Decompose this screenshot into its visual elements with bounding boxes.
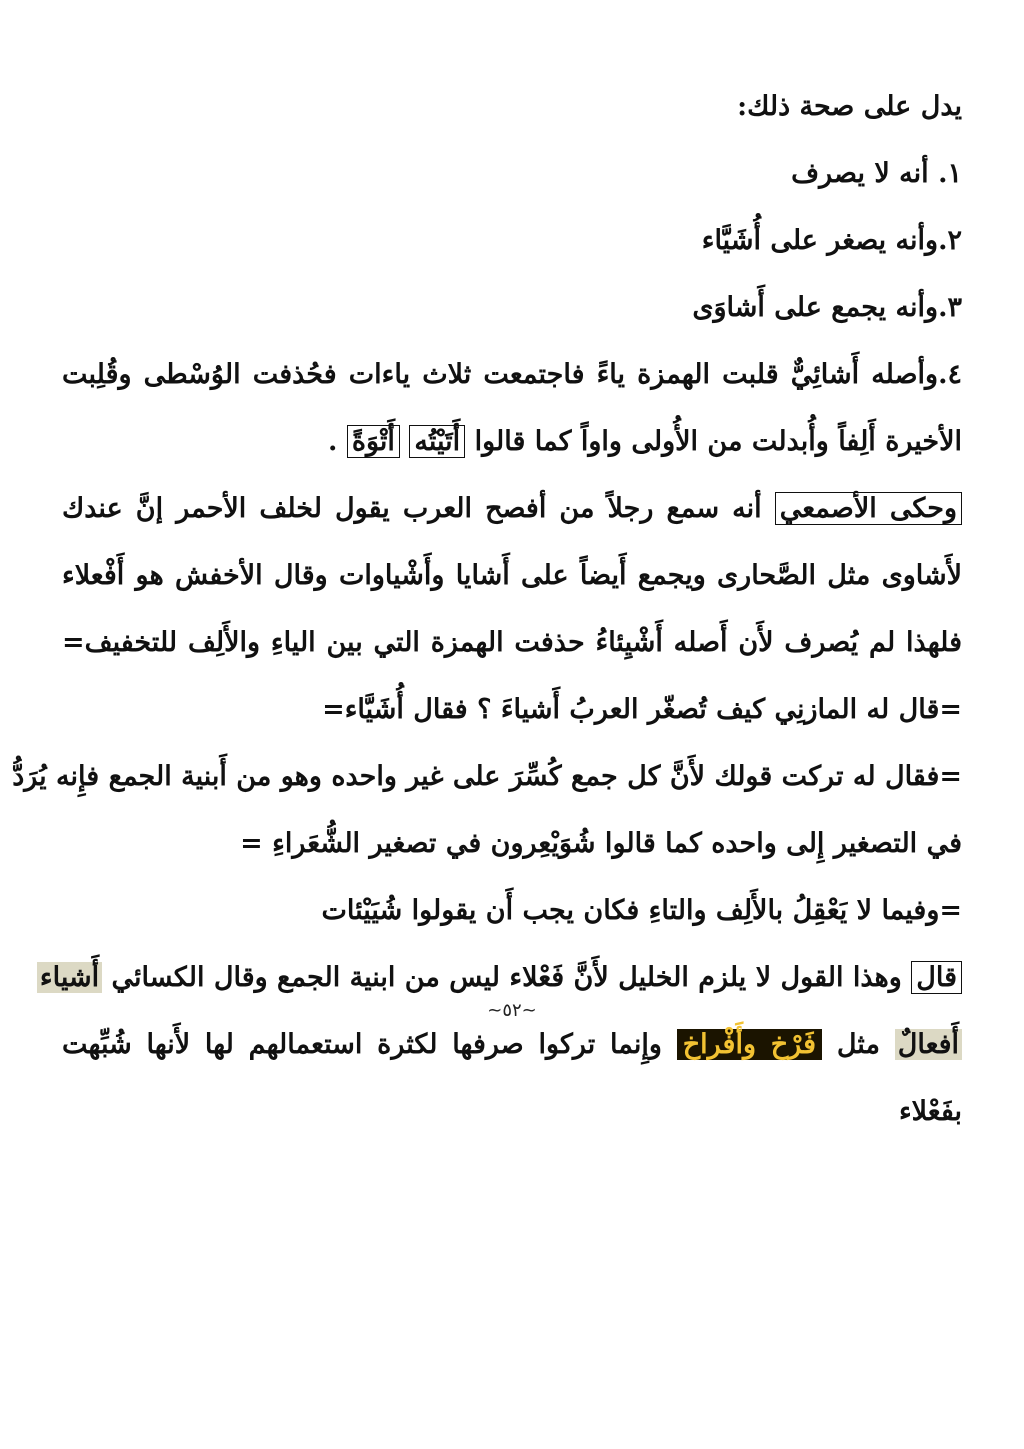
line-text: في التصغير إِلى واحده كما قالوا شُوَيْعِرون في تصغير الشُّعَراءِ =	[240, 828, 962, 859]
list-item-1: ١. أنه لا يصرف	[791, 158, 962, 189]
text-line	[62, 212, 962, 279]
line-text: =فقال له تركت قولك لأَنَّ كل جمع كُسِّرَ على غير واحده وهو من أَبنية الجمع فإِنه يُرَدُّ	[12, 761, 962, 792]
text-line	[62, 1083, 962, 1150]
line-text: أنه سمع رجلاً من أفصح العرب يقول لخلف الأحمر إنَّ عندك	[62, 493, 762, 524]
text-line	[62, 1016, 962, 1083]
line-text: مثل	[836, 1029, 880, 1060]
line-text: يدل على صحة ذلك:	[737, 91, 962, 122]
text-line	[62, 681, 962, 748]
boxed-phrase: وحكى الأصمعي	[775, 492, 962, 525]
list-item-3: ٣.وأنه يجمع على أَشاوَى	[692, 292, 962, 323]
boxed-word: أَتَيْتُه	[409, 425, 465, 458]
text-line	[62, 413, 962, 480]
text-line	[62, 78, 962, 145]
text-line	[62, 547, 962, 614]
line-text: الأخيرة أَلِفاً وأُبدلت من الأُولى واواً كما قالوا	[474, 426, 962, 457]
text-line	[62, 346, 962, 413]
list-item-4: ٤.وأصله أَشائِيٌّ قلبت الهمزة ياءً فاجتمعت ثلاث ياءات فحُذفت الوُسْطى وقُلِبت	[62, 359, 962, 390]
text-line	[62, 279, 962, 346]
boxed-word: أَتْوَةً	[347, 425, 400, 458]
text-line	[62, 145, 962, 212]
line-text: وهذا القول لا يلزم الخليل لأَنَّ فَعْلاء ليس من ابنية الجمع وقال الكسائي	[111, 962, 902, 993]
text-line	[62, 614, 962, 681]
list-item-2: ٢.وأنه يصغر على أُشَيَّاء	[701, 225, 962, 256]
text-line	[12, 748, 962, 815]
boxed-word: قال	[911, 961, 962, 994]
line-text: لأَشاوى مثل الصَّحارى ويجمع أَيضاً على أَشايا وأَشْياوات وقال الأخفش هو أَفْعلاء	[62, 560, 962, 591]
line-text: فلهذا لم يُصرف لأَن أَصله أَشْيِئاءُ حذفت الهمزة التي بين الياءِ والأَلِف للتخفيف=	[62, 627, 962, 658]
line-text: .	[328, 426, 338, 457]
line-text: بفَعْلاء	[898, 1096, 962, 1127]
text-body	[12, 78, 962, 1150]
text-line	[62, 480, 962, 547]
line-text: وإِنما تركوا صرفها لكثرة استعمالهم لها لأَنها شُبِّهت	[62, 1029, 662, 1060]
text-line	[62, 882, 962, 949]
page-number: ~٥٢~	[487, 1000, 537, 1021]
highlighted-word: أَشياء	[37, 962, 102, 993]
text-line	[62, 815, 962, 882]
line-text: =وفيما لا يَعْقِلُ بالأَلِف والتاءِ فكان يجب أَن يقولوا شُيَيْئات	[321, 895, 962, 926]
highlighted-phrase: فَرْخ وأَفْراخ	[677, 1029, 822, 1060]
line-text: =قال له المازنِي كيف تُصغّر العربُ أَشياءَ ؟ فقال أُشَيَّاء=	[322, 694, 962, 725]
highlighted-word: أَفعالٌ	[895, 1029, 962, 1060]
